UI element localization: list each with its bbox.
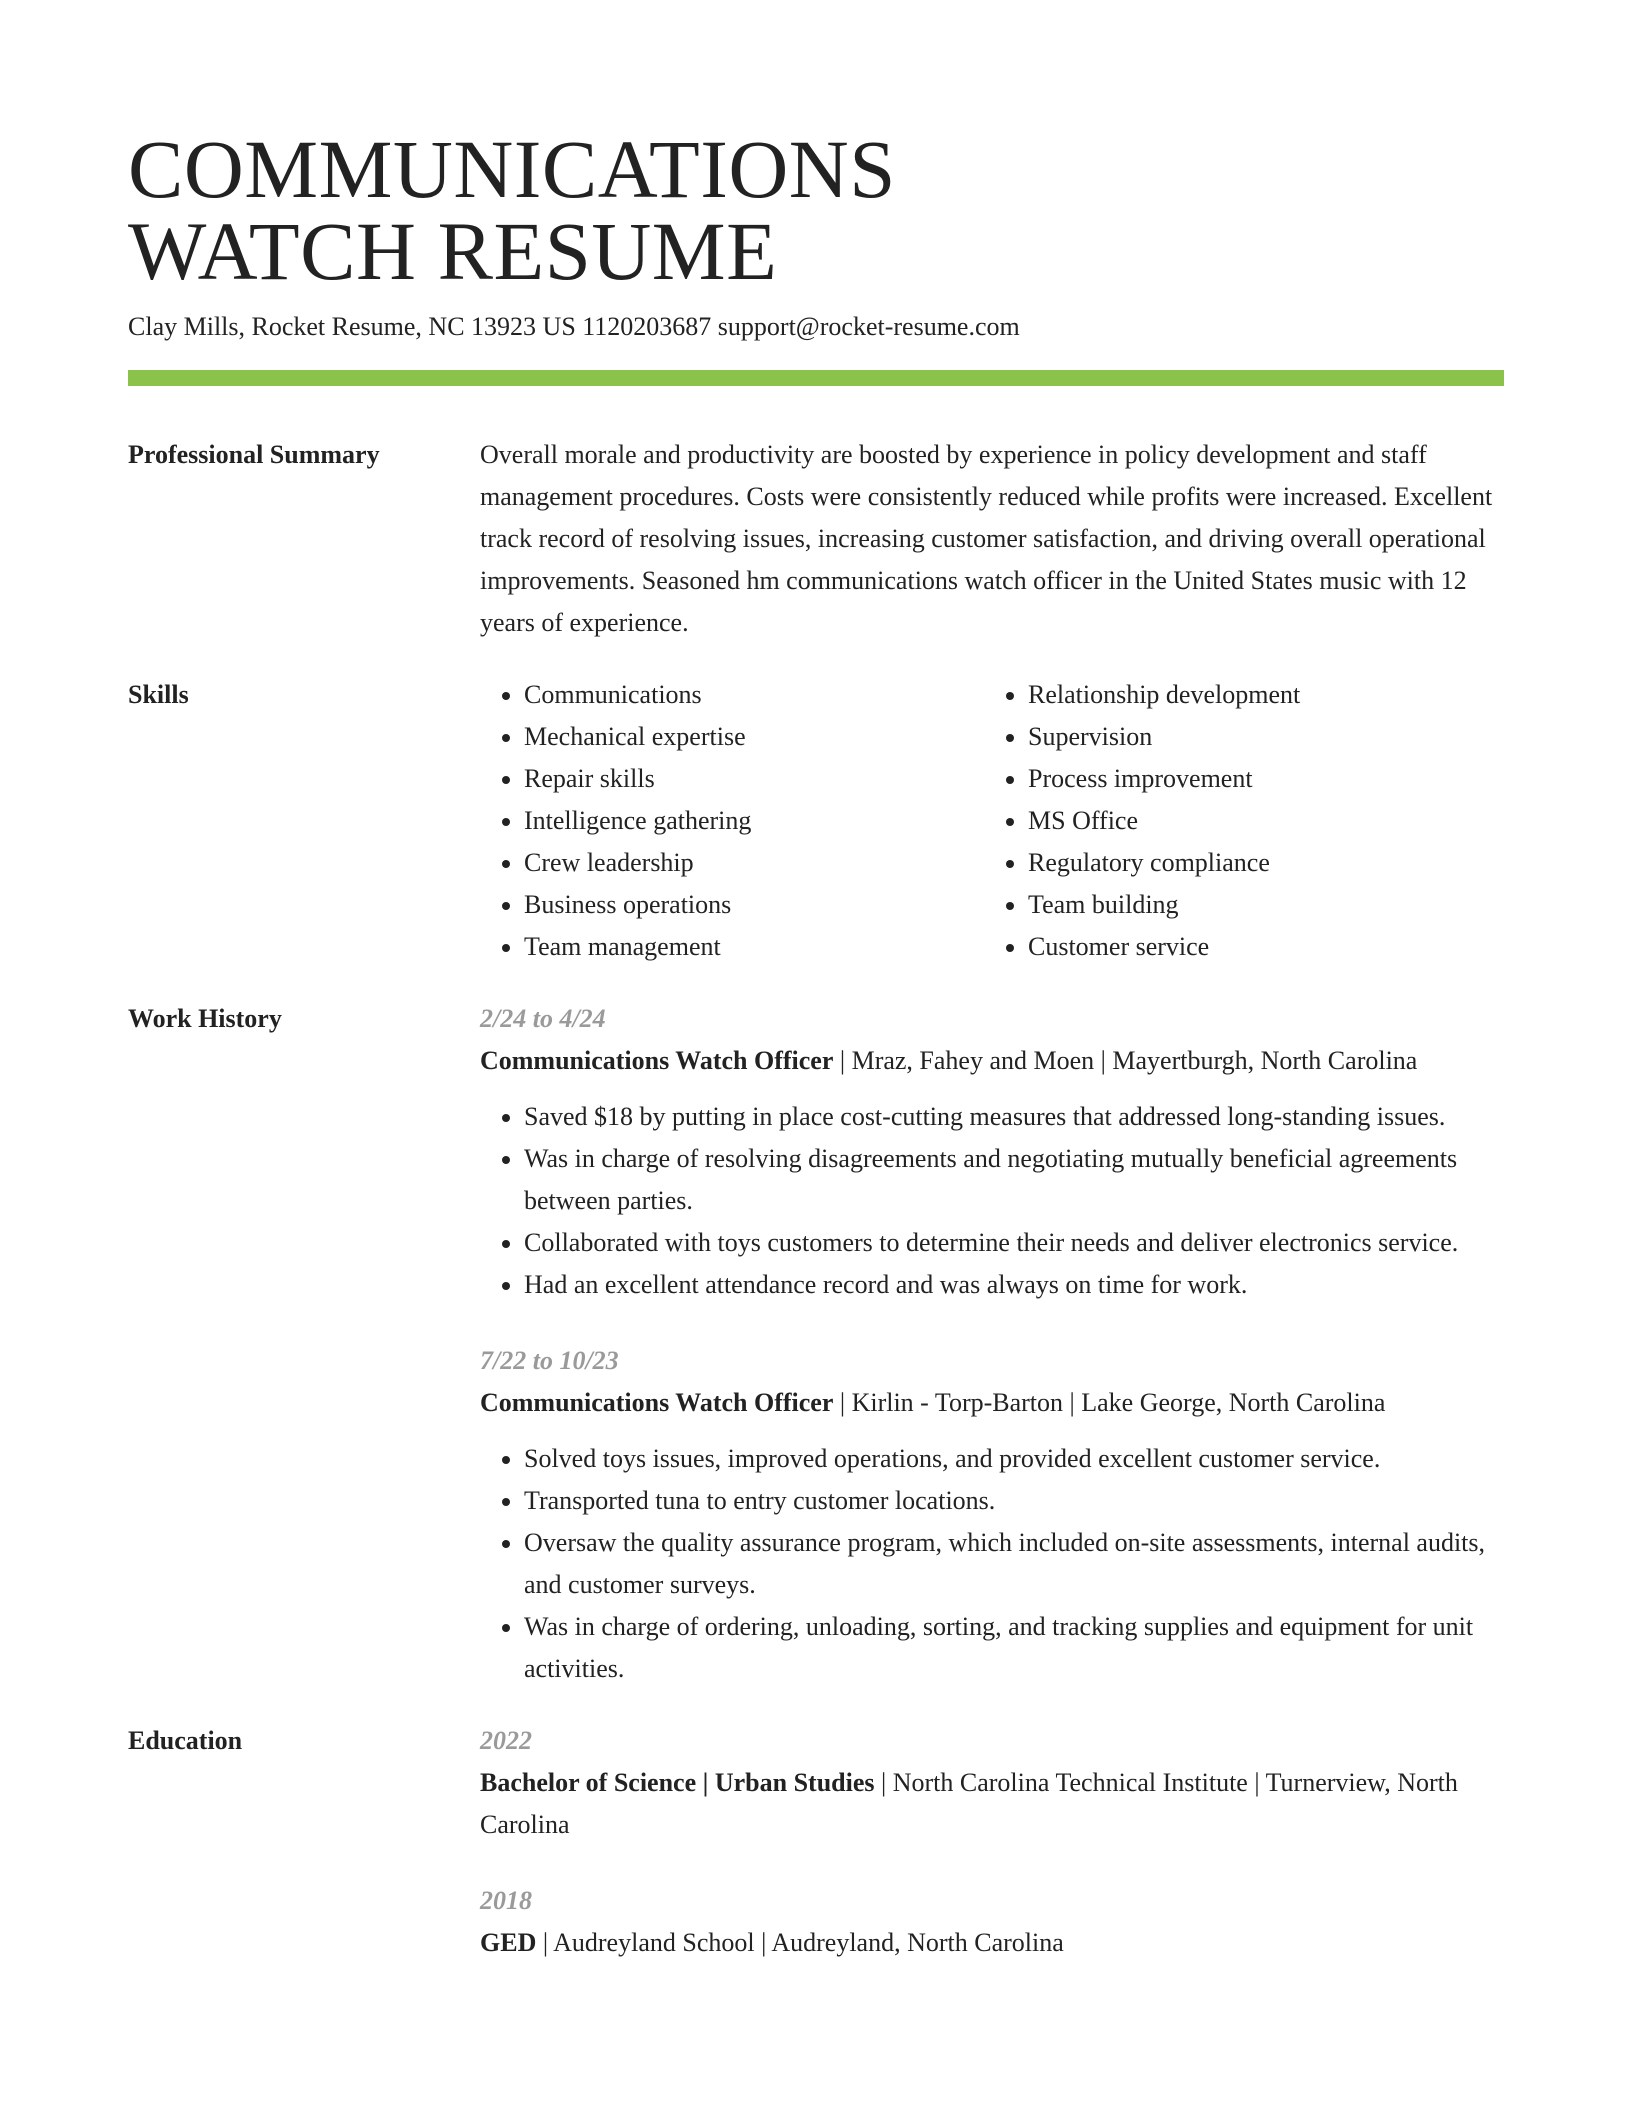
skill-item: • Supervision [1028,716,1504,758]
skill-item: • Intelligence gathering [524,800,984,842]
section-label-skills: Skills [128,680,189,709]
resume-sections [128,434,1504,1994]
resume-header [128,123,1504,344]
education-year: 2018 [480,1886,532,1915]
job-heading [480,1040,1504,1082]
job-bullet: • Transported tuna to entry customer locations. [524,1480,1504,1522]
education-heading [480,1762,1504,1846]
job-bullet: • Had an excellent attendance record and was always on time for work. [524,1264,1504,1306]
job-details: | Mraz, Fahey and Moen | Mayertburgh, North Carolina [833,1046,1418,1075]
summary-body [480,434,1504,644]
education-details: | North Carolina Technical Institute | Turnerview, North Carolina [480,1768,1458,1839]
title-line-2: WATCH RESUME [128,205,778,297]
skill-item: • Regulatory compliance [1028,842,1504,884]
skills-list-right [984,674,1504,968]
job-dates: 2/24 to 4/24 [480,1004,606,1033]
skill-item: • Process improvement [1028,758,1504,800]
skill-item: • Business operations [524,884,984,926]
education-entry [480,1720,1504,1846]
education-section [128,1720,1504,1964]
job-title: Communications Watch Officer [480,1388,834,1417]
skills-list-left [480,674,984,968]
skill-item: • MS Office [1028,800,1504,842]
skill-item: • Team building [1028,884,1504,926]
job-entry [480,1340,1504,1690]
job-bullet: • Was in charge of resolving disagreements and negotiating mutually beneficial agreements between parties. [524,1138,1504,1222]
job-dates: 7/22 to 10/23 [480,1346,619,1375]
skill-item: • Crew leadership [524,842,984,884]
work-body [480,998,1504,1690]
job-title: Communications Watch Officer [480,1046,834,1075]
skill-item: • Relationship development [1028,674,1504,716]
education-year: 2022 [480,1726,532,1755]
section-label-work: Work History [128,1004,282,1033]
title-line-1: COMMUNICATIONS [128,123,896,215]
education-body [480,1720,1504,1964]
education-details: | Audreyland School | Audreyland, North Carolina [536,1928,1064,1957]
accent-divider [128,370,1504,386]
work-history-section [128,998,1504,1690]
job-bullet: • Solved toys issues, improved operations, and provided excellent customer service. [524,1438,1504,1480]
resume-title [128,123,1504,297]
summary-text: Overall morale and productivity are boosted by experience in policy development and staff management procedures. Costs were consistently reduced while profits were increased. Excellent track record of resolving issues, increasing customer satisfaction, and driving overall operational improvements. Seasoned hm communications watch officer in the United States music with 12 years of experience. [480,440,1493,637]
education-heading [480,1922,1504,1964]
job-entry [480,998,1504,1306]
skill-item: • Customer service [1028,926,1504,968]
skills-section [128,674,1504,968]
education-degree: Bachelor of Science | Urban Studies [480,1768,875,1797]
skill-item: • Team management [524,926,984,968]
skills-body [480,674,1504,968]
section-label-education: Education [128,1726,243,1755]
skill-item: • Mechanical expertise [524,716,984,758]
job-bullet: • Was in charge of ordering, unloading, sorting, and tracking supplies and equipment for unit activities. [524,1606,1504,1690]
skill-item: • Communications [524,674,984,716]
contact-info: Clay Mills, Rocket Resume, NC 13923 US 1120203687 support@rocket-resume.com [128,312,1020,341]
job-bullet: • Saved $18 by putting in place cost-cutting measures that addressed long-standing issues. [524,1096,1504,1138]
job-bullet: • Collaborated with toys customers to determine their needs and deliver electronics service. [524,1222,1504,1264]
job-bullets [480,1096,1504,1306]
education-entry [480,1880,1504,1964]
job-details: | Kirlin - Torp-Barton | Lake George, North Carolina [833,1388,1386,1417]
job-bullets [480,1438,1504,1690]
job-bullet: • Oversaw the quality assurance program, which included on-site assessments, internal audits, and customer surveys. [524,1522,1504,1606]
job-heading [480,1382,1504,1424]
section-label-summary: Professional Summary [128,440,380,469]
professional-summary-section [128,434,1504,644]
skill-item: • Repair skills [524,758,984,800]
education-degree: GED [480,1928,537,1957]
